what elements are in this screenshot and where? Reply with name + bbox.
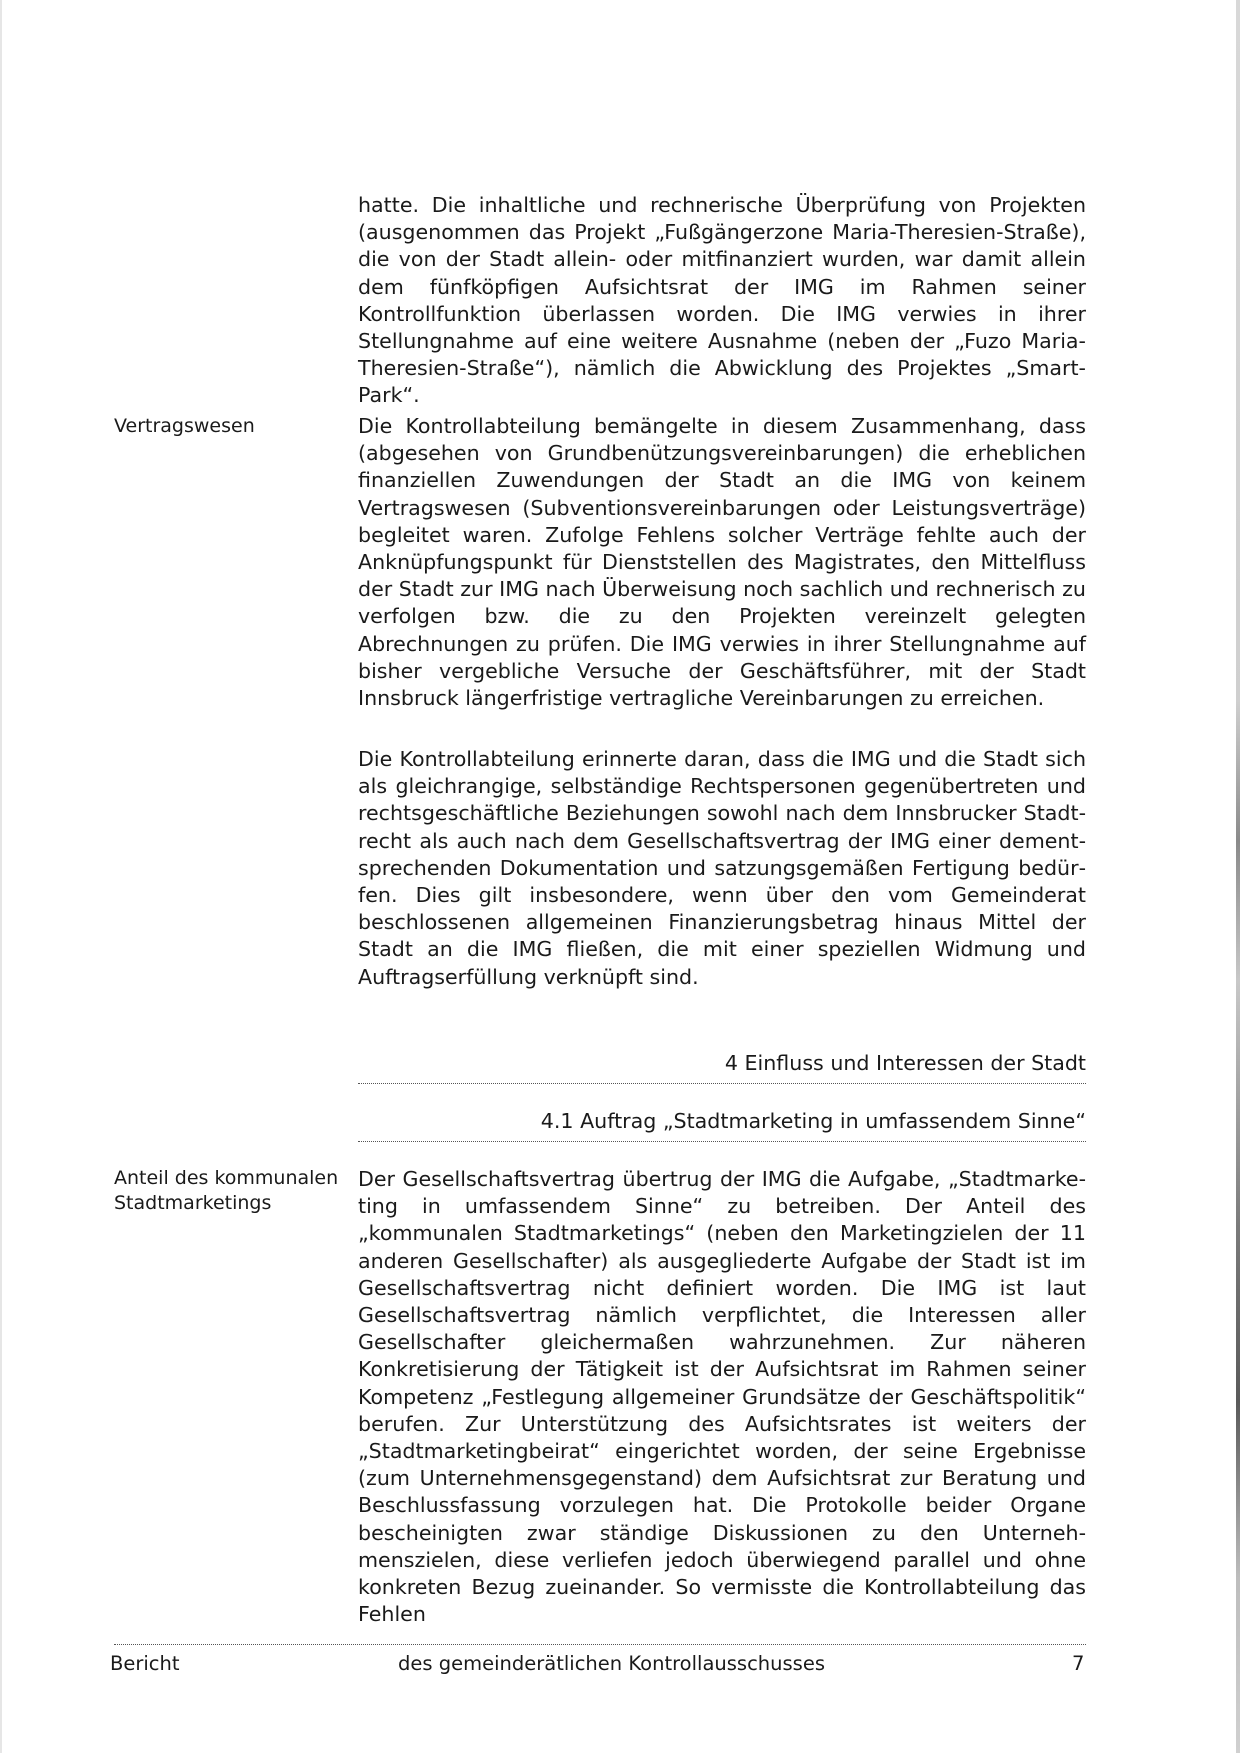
body-paragraph-3: [358, 746, 1086, 991]
margin-note-text: Vertragswesen: [114, 415, 255, 437]
margin-note-line: Stadtmarketings: [114, 1192, 272, 1214]
body-paragraph-4: [358, 1166, 1086, 1628]
body-paragraph-2: [358, 413, 1086, 712]
paragraph-text: hatte. Die inhaltliche und rechnerische Überprüfung von Projekten (ausgenommen das Projekt „Fußgängerzone Maria-Theresien-Straße), die von der Stadt allein- oder mitfinanziert wurden, war damit allein dem fünfköpfigen Aufsichtsrat der IMG im Rahmen seiner Kontrollfunktion überlassen worden. Die IMG verwies in ihrer Stellungnahme auf eine weitere Ausnahme (neben der „Fuzo Maria-Theresien-Straße“), nämlich die Abwicklung des Projektes „Smart-Park“.: [358, 193, 1086, 408]
footer-center: des gemeinderätlichen Kontrollausschusses: [398, 1652, 825, 1675]
section-heading-4-1: [358, 1108, 1086, 1142]
heading-text: 4.1 Auftrag „Stadtmarketing in umfassendem Sinne“: [540, 1109, 1086, 1133]
margin-note-vertragswesen: [114, 414, 344, 439]
section-heading-4: [358, 1050, 1086, 1084]
body-paragraph-1: [358, 192, 1086, 410]
paragraph-text: Die Kontrollabteilung bemängelte in diesem Zusammenhang, dass (abgesehen von Grundbenützungsvereinbarungen) die erheblichen finanziellen Zuwendungen der Stadt an die IMG von keinem Vertragswesen (Subventionsvereinbarungen oder Leistungsverträge) begleitet waren. Zufolge Fehlens solcher Verträge fehlte auch der Anknüpfungspunkt für Dienststellen des Magistrates, den Mittelfluss der Stadt zur IMG nach Überweisung noch sachlich und rechnerisch zu verfolgen bzw. die zu den Projekten vereinzelt gelegten Abrechnungen zu prüfen. Die IMG verwies in ihrer Stellungnahme auf bisher vergebliche Versuche der Geschäftsführer, mit der Stadt Innsbruck längerfristige vertragliche Vereinbarungen zu erreichen.: [358, 414, 1086, 711]
margin-note-line: Anteil des kommunalen: [114, 1167, 339, 1189]
footer-left: Bericht: [110, 1652, 180, 1675]
page-number: 7: [1072, 1652, 1085, 1675]
heading-text: 4 Einfluss und Interessen der Stadt: [724, 1051, 1086, 1075]
margin-note-anteil: [114, 1166, 344, 1216]
paragraph-text: Die Kontrollabteilung erinnerte daran, dass die IMG und die Stadt sich als gleichrangige, selbständige Rechtspersonen gegenübertreten und rechtsgeschäftliche Beziehungen sowohl nach dem Innsbrucker Stadtrecht als auch nach dem Gesellschaftsvertrag der IMG einer dementsprechenden Dokumentation und satzungsgemäßen Fertigung bedürfen. Dies gilt insbesondere, wenn über den vom Gemeinderat beschlossenen allgemeinen Finanzierungsbetrag hinaus Mittel der Stadt an die IMG fließen, die mit einer speziellen Widmung und Auftragserfüllung verknüpft sind.: [358, 747, 1086, 989]
footer-rule: [114, 1644, 1086, 1645]
paragraph-text: Der Gesellschaftsvertrag übertrug der IMG die Aufgabe, „Stadtmarketing in umfassendem Sinne“ zu betreiben. Der Anteil des „kommunalen Stadtmarketings“ (neben den Marketingzielen der 11 anderen Gesellschafter) als ausgegliederte Aufgabe der Stadt ist im Gesellschaftsvertrag nicht definiert worden. Die IMG ist laut Gesellschaftsvertrag nämlich verpflichtet, die Interessen aller Gesellschafter gleichermaßen wahrzunehmen. Zur näheren Konkretisierung der Tätigkeit ist der Aufsichtsrat im Rahmen seiner Kompetenz „Festlegung allgemeiner Grundsätze der Geschäftspolitik“ berufen. Zur Unterstützung des Aufsichtsrates ist weiters der „Stadtmarketingbeirat“ eingerichtet worden, der seine Ergebnisse (zum Unternehmensgegenstand) dem Aufsichtsrat zur Beratung und Beschlussfassung vorzulegen hat. Die Protokolle beider Organe bescheinigten zwar ständige Diskussionen zu den Unternehmenszielen, diese verliefen jedoch überwiegend parallel und ohne konkreten Bezug zueinander. So vermisste die Kontrollabteilung das Fehlen: [358, 1167, 1086, 1627]
